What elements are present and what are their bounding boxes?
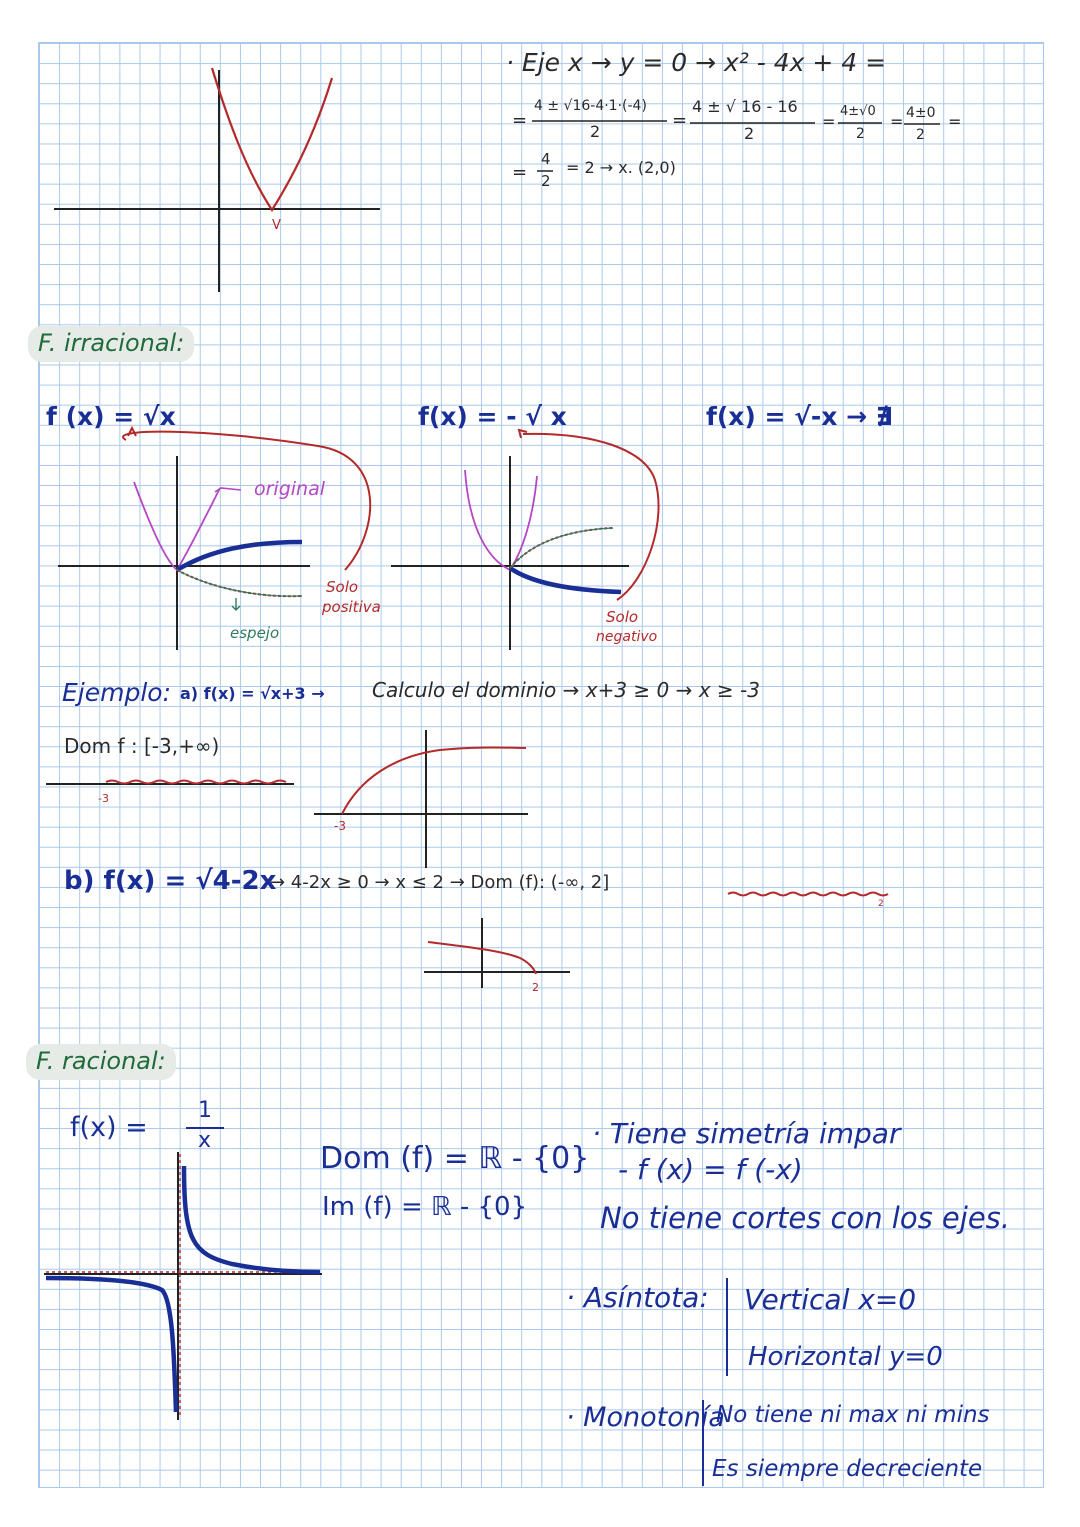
ejemplo-a-function: a) f(x) = √x+3 → [180,684,325,703]
eq-sign-5: = [948,112,962,131]
simetria-formula: - f (x) = f (-x) [618,1153,803,1186]
frac3-bar [838,122,888,125]
tick-b-line: 2 [878,899,884,909]
f-1-over-x-label: f(x) = [70,1112,148,1143]
asintota-horizontal: Horizontal y=0 [748,1342,943,1372]
ejemplo-b-dominio: → 4-2x ≥ 0 → x ≤ 2 → Dom (f): (-∞, 2] [270,872,610,893]
eq-sign-3: = [822,112,836,131]
graph-neg-sqrt-x [385,420,685,660]
ejemplo-label: Ejemplo: [62,678,172,707]
asintota-vertical: Vertical x=0 [744,1283,917,1316]
solo-negativo-1: Solo [606,608,639,626]
solo-positiva-1: Solo [326,578,359,596]
frac2-den: 2 [744,124,755,143]
monotonia-label: · Monotonía [566,1402,725,1433]
frac4-num: 4±0 [906,105,936,121]
original-label: original [254,478,326,500]
ejemplo-a-dominio: Calculo el dominio → x+3 ≥ 0 → x ≥ -3 [372,678,760,702]
asintota-bracket [726,1278,728,1376]
frac1-den: 2 [590,122,601,141]
monotonia-decreciente: Es siempre decreciente [712,1456,983,1482]
tick-b-graph: 2 [532,981,539,994]
eje-x-line: · Eje x → y = 0 → x² - 4x + 4 = [506,48,887,77]
monotonia-bracket [702,1400,704,1486]
number-line-b [726,884,896,904]
heading-irracional: F. irracional: [28,326,194,362]
frac1-bar [532,120,672,123]
number-line-a [44,770,304,800]
frac1-num: 4 ± √16-4·1·(-4) [534,98,647,114]
frac4-den: 2 [916,127,925,143]
parabola-graph [50,60,390,300]
tick-a-graph: -3 [334,819,346,833]
vertex-label: V [272,218,281,233]
graph-sqrt-x [40,420,400,660]
solo-positiva-2: positiva [322,598,381,616]
dom-a: Dom f : [-3,+∞) [64,734,220,758]
frac2-bar [690,122,820,125]
espejo-label: espejo [230,624,280,642]
function-sqrt-x: f (x) = √x [46,402,176,431]
graph-sqrt-x-plus-3 [310,726,540,876]
line3-num: 4 [541,150,551,168]
function-neg-sqrt-x: f(x) = - √ x [418,402,567,431]
ejemplo-b-function: b) f(x) = √4-2x [64,866,277,896]
solo-negativo-2: negativo [596,629,658,645]
im-racional: Im (f) = ℝ - {0} [322,1192,528,1222]
line3-den: 2 [541,172,551,190]
frac3-den: 2 [856,126,865,142]
graph-1-over-x [42,1150,332,1430]
frac2-num: 4 ± √ 16 - 16 [692,97,798,116]
dom-racional: Dom (f) = ℝ - {0} [320,1141,590,1176]
eq-sign-4: = [890,112,904,131]
monotonia-max-min: No tiene ni max ni mins [716,1402,990,1428]
graph-sqrt-4-minus-2x [420,914,580,994]
f-1-over-x-den: x [198,1128,212,1153]
simetria-line: · Tiene simetría impar [592,1117,901,1150]
sin-cortes: No tiene cortes con los ejes. [600,1201,1010,1235]
tick-a-line: -3 [98,792,109,805]
f-1-over-x-num: 1 [198,1098,212,1123]
eq-sign-2: = [672,110,688,131]
frac3-num: 4±√0 [840,104,876,119]
line3-eq: = [512,162,528,183]
frac4-bar [904,123,944,126]
function-sqrt-neg-x: f(x) = √-x → ∄ [706,402,893,431]
heading-racional: F. racional: [26,1044,176,1080]
line3-rest: = 2 → x. (2,0) [566,158,676,177]
eq-sign-1: = [512,110,528,131]
asintota-label: · Asíntota: [566,1281,709,1314]
